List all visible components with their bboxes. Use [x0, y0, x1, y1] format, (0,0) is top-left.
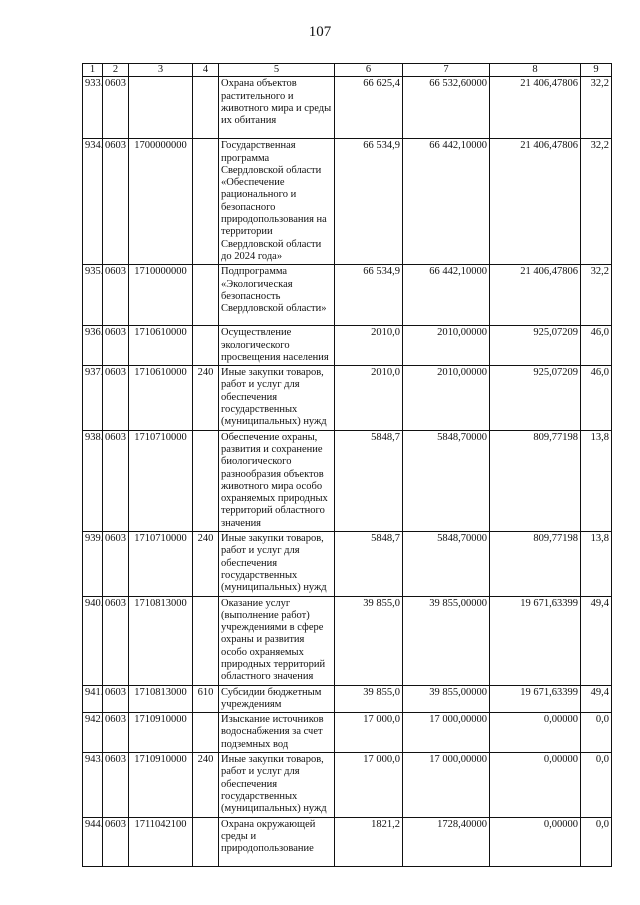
row-number: 939. [83, 532, 103, 596]
target-code: 1710710000 [129, 430, 193, 531]
column-header: 5 [219, 64, 335, 77]
plan-amount: 1728,40000 [403, 817, 490, 866]
plan-amount: 66 442,10000 [403, 139, 490, 265]
approved-amount: 39 855,0 [335, 596, 403, 685]
section-code: 0603 [103, 596, 129, 685]
plan-amount: 17 000,00000 [403, 713, 490, 753]
execution-percent: 49,4 [581, 596, 612, 685]
target-code: 1710910000 [129, 753, 193, 817]
row-number: 938. [83, 430, 103, 531]
plan-amount: 39 855,00000 [403, 685, 490, 713]
plan-amount: 39 855,00000 [403, 596, 490, 685]
execution-percent: 46,0 [581, 326, 612, 366]
approved-amount: 39 855,0 [335, 685, 403, 713]
section-code: 0603 [103, 139, 129, 265]
section-code: 0603 [103, 326, 129, 366]
row-number: 942. [83, 713, 103, 753]
executed-amount: 809,77198 [490, 532, 581, 596]
execution-percent: 32,2 [581, 77, 612, 139]
expense-type-code [193, 77, 219, 139]
target-code: 1711042100 [129, 817, 193, 866]
section-code: 0603 [103, 265, 129, 326]
row-number: 937. [83, 366, 103, 430]
approved-amount: 1821,2 [335, 817, 403, 866]
approved-amount: 66 534,9 [335, 139, 403, 265]
target-code: 1710813000 [129, 596, 193, 685]
table-row [83, 430, 612, 531]
item-name: Осуществление экологического просвещения населения [219, 326, 335, 366]
executed-amount: 925,07209 [490, 326, 581, 366]
target-code [129, 77, 193, 139]
column-header: 4 [193, 64, 219, 77]
page-number: 107 [308, 24, 332, 40]
plan-amount: 2010,00000 [403, 366, 490, 430]
column-header: 2 [103, 64, 129, 77]
execution-percent: 49,4 [581, 685, 612, 713]
column-header: 1 [83, 64, 103, 77]
header-row [83, 64, 612, 77]
item-name: Иные закупки товаров, работ и услуг для обеспечения государственных (муниципальных) нужд [219, 366, 335, 430]
target-code: 1710813000 [129, 685, 193, 713]
execution-percent: 0,0 [581, 817, 612, 866]
target-code: 1710710000 [129, 532, 193, 596]
item-name: Иные закупки товаров, работ и услуг для обеспечения государственных (муниципальных) нужд [219, 532, 335, 596]
execution-percent: 13,8 [581, 532, 612, 596]
execution-percent: 32,2 [581, 265, 612, 326]
plan-amount: 5848,70000 [403, 532, 490, 596]
target-code: 1710000000 [129, 265, 193, 326]
expense-type-code [193, 817, 219, 866]
approved-amount: 5848,7 [335, 430, 403, 531]
item-name: Изыскание источников водоснабжения за счет подземных вод [219, 713, 335, 753]
table-row [83, 77, 612, 139]
plan-amount: 66 442,10000 [403, 265, 490, 326]
execution-percent: 0,0 [581, 753, 612, 817]
item-name: Охрана объектов растительного и животного мира и среды их обитания [219, 77, 335, 139]
expense-type-code: 240 [193, 366, 219, 430]
row-number: 941. [83, 685, 103, 713]
table-row [83, 685, 612, 713]
row-number: 935. [83, 265, 103, 326]
table-row [83, 326, 612, 366]
section-code: 0603 [103, 430, 129, 531]
executed-amount: 19 671,63399 [490, 596, 581, 685]
execution-percent: 0,0 [581, 713, 612, 753]
budget-table [82, 63, 612, 867]
item-name: Государственная программа Свердловской области «Обеспечение рационального и безопасного природопользования на территории Свердловской области до 2024 года» [219, 139, 335, 265]
table-row [83, 532, 612, 596]
approved-amount: 5848,7 [335, 532, 403, 596]
section-code: 0603 [103, 685, 129, 713]
column-header: 8 [490, 64, 581, 77]
approved-amount: 2010,0 [335, 326, 403, 366]
table-row [83, 817, 612, 866]
table-row [83, 139, 612, 265]
table-row [83, 596, 612, 685]
expense-type-code [193, 265, 219, 326]
execution-percent: 13,8 [581, 430, 612, 531]
plan-amount: 17 000,00000 [403, 753, 490, 817]
column-header: 9 [581, 64, 612, 77]
target-code: 1710610000 [129, 366, 193, 430]
executed-amount: 0,00000 [490, 713, 581, 753]
execution-percent: 32,2 [581, 139, 612, 265]
row-number: 934. [83, 139, 103, 265]
table-row [83, 713, 612, 753]
executed-amount: 21 406,47806 [490, 265, 581, 326]
item-name: Иные закупки товаров, работ и услуг для обеспечения государственных (муниципальных) нужд [219, 753, 335, 817]
expense-type-code [193, 139, 219, 265]
expense-type-code [193, 430, 219, 531]
executed-amount: 0,00000 [490, 753, 581, 817]
section-code: 0603 [103, 366, 129, 430]
approved-amount: 66 534,9 [335, 265, 403, 326]
expense-type-code [193, 326, 219, 366]
table-row [83, 753, 612, 817]
approved-amount: 17 000,0 [335, 753, 403, 817]
column-header: 7 [403, 64, 490, 77]
plan-amount: 2010,00000 [403, 326, 490, 366]
section-code: 0603 [103, 532, 129, 596]
plan-amount: 5848,70000 [403, 430, 490, 531]
item-name: Подпрограмма «Экологическая безопасность Свердловской области» [219, 265, 335, 326]
table-row [83, 366, 612, 430]
expense-type-code [193, 713, 219, 753]
approved-amount: 66 625,4 [335, 77, 403, 139]
target-code: 1710610000 [129, 326, 193, 366]
executed-amount: 0,00000 [490, 817, 581, 866]
executed-amount: 19 671,63399 [490, 685, 581, 713]
execution-percent: 46,0 [581, 366, 612, 430]
expense-type-code [193, 596, 219, 685]
executed-amount: 809,77198 [490, 430, 581, 531]
row-number: 936. [83, 326, 103, 366]
section-code: 0603 [103, 77, 129, 139]
column-header: 3 [129, 64, 193, 77]
table-row [83, 265, 612, 326]
section-code: 0603 [103, 753, 129, 817]
target-code: 1710910000 [129, 713, 193, 753]
expense-type-code: 610 [193, 685, 219, 713]
approved-amount: 2010,0 [335, 366, 403, 430]
expense-type-code: 240 [193, 532, 219, 596]
approved-amount: 17 000,0 [335, 713, 403, 753]
executed-amount: 21 406,47806 [490, 77, 581, 139]
item-name: Субсидии бюджетным учреждениям [219, 685, 335, 713]
plan-amount: 66 532,60000 [403, 77, 490, 139]
executed-amount: 21 406,47806 [490, 139, 581, 265]
expense-type-code: 240 [193, 753, 219, 817]
item-name: Охрана окружающей среды и природопользование [219, 817, 335, 866]
target-code: 1700000000 [129, 139, 193, 265]
section-code: 0603 [103, 817, 129, 866]
column-header: 6 [335, 64, 403, 77]
row-number: 940. [83, 596, 103, 685]
row-number: 933. [83, 77, 103, 139]
row-number: 944. [83, 817, 103, 866]
section-code: 0603 [103, 713, 129, 753]
item-name: Обеспечение охраны, развития и сохранение биологического разнообразия объектов животного мира особо охраняемых природных территорий областного значения [219, 430, 335, 531]
executed-amount: 925,07209 [490, 366, 581, 430]
item-name: Оказание услуг (выполнение работ) учреждениями в сфере охраны и развития особо охраняемых природных территорий областного значения [219, 596, 335, 685]
row-number: 943. [83, 753, 103, 817]
